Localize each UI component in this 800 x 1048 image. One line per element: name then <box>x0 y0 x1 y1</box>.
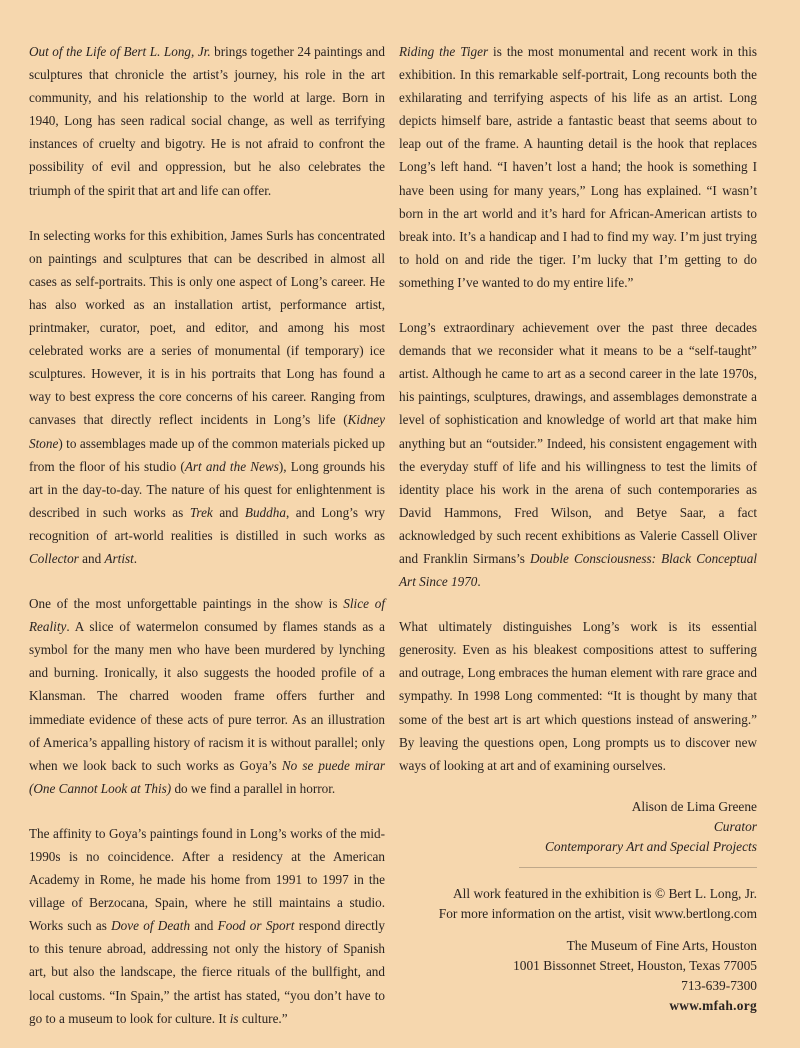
text-run: . <box>133 550 138 566</box>
text-run: is the most monumental and recent work in this exhibition. In this remarkable self-portrait, Long recounts both the exhilarating and terrifying aspects of his life as an artist. Long depicts himself bare, astride a fantastic beast that seems about to leap out of the frame. A haunting detail is the hook that replaces Long’s left hand. “I haven’t lost a hand; the hook is something I have been using for many years,” Long has explained. “I wasn’t born in the art world and it’s hard for African-American artists to break into. It’s a handicap and I had to find my way. I’m just trying to hold on and ride the tiger. I’m lucky that I’m getting to do something I’ve wanted to do my entire life.” <box>399 44 757 290</box>
text-run: culture.” <box>238 1010 288 1026</box>
text-run: respond directly to this tenure abroad, addressing not only the history of Spanish art, but also the landscape, the fierce rituals of the bullfight, and local customs. “In Spain,” the artist has stated, “you don’t have to go to a museum to look for culture. It <box>29 918 386 1026</box>
artwork-title: Artist <box>104 550 134 566</box>
exhibition-title: Out of the Life of Bert L. Long, Jr. <box>29 44 211 59</box>
copyright-credits <box>399 884 757 924</box>
text-run: The affinity to Goya’s paintings found in Long’s works of the mid-1990s is no coincidence. After a residency at the American Academy in Rome, he made his home from 1991 to 1997 in the village of Berzocana, Spain, where he still maintains a studio. Works such as <box>29 825 385 934</box>
artwork-title: Food or Sport <box>217 918 295 934</box>
divider <box>519 867 757 868</box>
text-run: and <box>212 504 245 520</box>
right-column <box>399 40 757 1016</box>
slice-of-reality-paragraph <box>29 592 385 800</box>
text-run: do we find a parallel in horror. <box>171 780 336 796</box>
intro-text: brings together 24 paintings and sculptures that chronicle the artist’s journey, his role in the art community, and his relationship to the world at large. Born in 1940, Long has seen radical social change, as well as terrifying instances of cruelty and bigotry. He is not afraid to confront the possibility of evil and oppression, but he also celebrates the triumph of the spirit that art and life can offer. <box>29 44 385 198</box>
artist-website-line: For more information on the artist, visit www.bertlong.com <box>438 905 757 921</box>
artwork-title: Riding the Tiger <box>399 44 489 59</box>
museum-name: The Museum of Fine Arts, Houston <box>566 937 757 953</box>
exhibition-title: Double Consciousness: Black Conceptual Art Since 1970 <box>399 550 757 590</box>
text-run: ) to assemblages made up of the common materials picked up from the floor of his studio ( <box>29 435 385 474</box>
left-column <box>29 40 385 1030</box>
text-run: Long’s extraordinary achievement over the past three decades demands that we reconsider what it means to be a “self-taught” artist. Although he came to art as a second career in the late 1970s, his paintings, sculptures, drawings, and assemblages demonstrate a level of sophistication and knowledge of world art that make him anything but an “outsider.” Indeed, his consistent engagement with the everyday stuff of life and his willingness to test the limits of identity place his work in the arena of such contemporaries as David Hammons, Fred Wilson, and Betye Saar, a fact acknowledged by such recent exhibitions as Valerie Cassell Oliver and Franklin Sirmans’s <box>399 320 757 566</box>
museum-phone: 713-639-7300 <box>681 977 757 993</box>
text-run: ), Long grounds his art in the day-to-day. The nature of his quest for enlightenment is described in such works as <box>29 458 385 520</box>
artwork-title: Art and the News <box>184 458 279 474</box>
artwork-title: Kidney Stone <box>29 412 385 451</box>
museum-contact <box>399 936 757 1016</box>
museum-address: 1001 Bissonnet Street, Houston, Texas 77005 <box>513 957 757 973</box>
generosity-paragraph <box>399 615 757 777</box>
selection-paragraph <box>29 224 385 570</box>
curator-name: Alison de Lima Greene <box>631 798 757 814</box>
text-run: and <box>190 918 218 934</box>
text-run: . A slice of watermelon consumed by flames stands as a symbol for the many men who have been murdered by lynching and burning. Ironically, it also suggests the hooded profile of a Klansman. The charred wooden frame offers further and immediate evidence of these acts of pure terror. As an illustration of America’s appalling history of racism it is without parallel; only when we look back to such works as Goya’s <box>29 619 385 773</box>
text-run: In selecting works for this exhibition, James Surls has concentrated on paintings and sculptures that can be described in almost all cases as self-portraits. This is only one aspect of Long’s career. He has also worked as an installation artist, performance artist, printmaker, curator, poet, and editor, and among his most celebrated works are a series of monumental (if temporary) ice sculptures. However, it is in his portraits that Long has found a way to best express the core concerns of his career. Ranging from canvases that directly reflect incidents in Long’s life ( <box>29 227 385 428</box>
artwork-title: Dove of Death <box>111 918 191 934</box>
artwork-title: No se puede mirar (One Cannot Look at This) <box>29 757 385 796</box>
intro-paragraph <box>29 40 385 202</box>
artwork-title: Buddha <box>244 504 286 520</box>
goya-paragraph <box>29 822 385 1030</box>
emphasis: is <box>229 1010 239 1026</box>
text-run: and <box>78 550 105 566</box>
curator-title: Curator <box>713 818 757 834</box>
museum-website-link[interactable]: www.mfah.org <box>669 997 757 1013</box>
text-run: . <box>477 574 481 590</box>
riding-the-tiger-paragraph <box>399 40 757 294</box>
achievement-paragraph <box>399 316 757 593</box>
curator-signature <box>399 797 757 857</box>
text-run: What ultimately distinguishes Long’s work is its essential generosity. Even as his bleakest compositions attest to suffering and outrage, Long embraces the human element with rare grace and sympathy. In 1998 Long commented: “It is thought by many that some of the best art is art which questions instead of answering.” By leaving the questions open, Long prompts us to discover new ways of looking at art and of examining ourselves. <box>399 619 757 773</box>
text-run: , and Long’s wry recognition of art-world realities is distilled in such works as <box>29 504 386 543</box>
artwork-title: Trek <box>189 504 213 520</box>
text-run: One of the most unforgettable paintings in the show is <box>29 596 344 612</box>
artwork-title: Collector <box>29 550 79 566</box>
artwork-title: Slice of Reality <box>29 596 385 635</box>
curator-department: Contemporary Art and Special Projects <box>545 838 757 854</box>
copyright-line: All work featured in the exhibition is © Bert L. Long, Jr. <box>453 885 757 901</box>
